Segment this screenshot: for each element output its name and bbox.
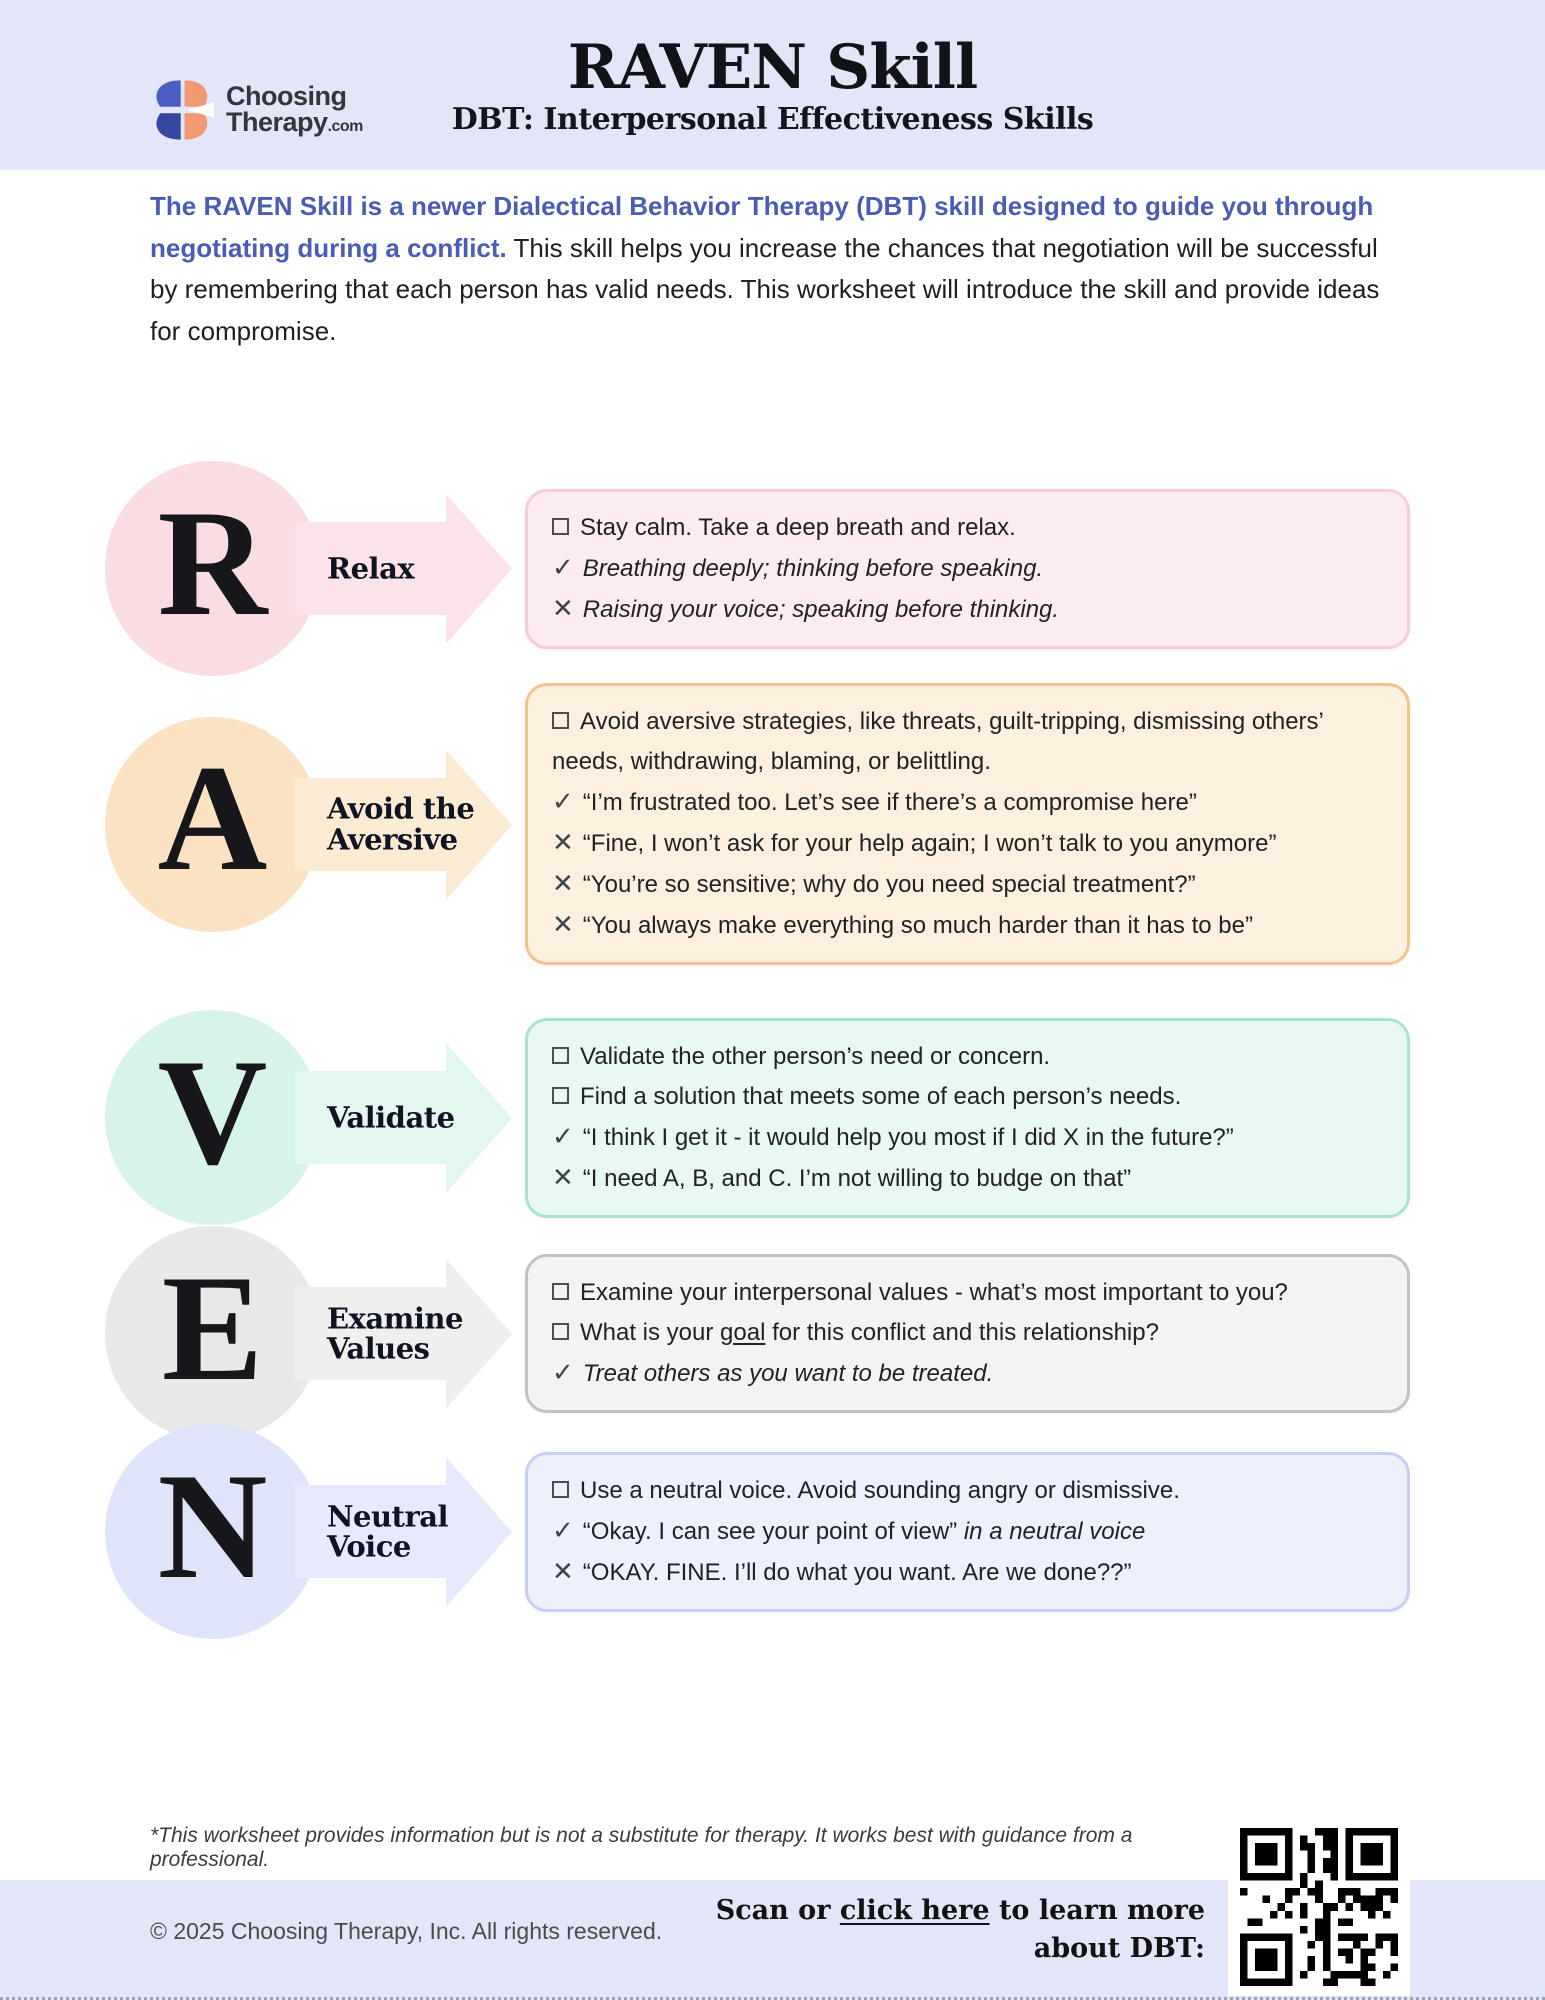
letter-label-line: Neutral <box>327 1498 449 1533</box>
item-text: “You always make everything so much harder than it has to be” <box>582 912 1253 939</box>
item-text: Use a neutral voice. Avoid sounding angry or dismissive. <box>580 1476 1180 1504</box>
letter-graphic-v <box>105 1010 525 1225</box>
checklist-item <box>552 1273 1383 1313</box>
letter-label <box>327 553 537 584</box>
scan-line2: about DBT: <box>1033 1932 1205 1964</box>
item-text: for this conflict and this relationship? <box>765 1319 1159 1346</box>
letter-graphic-e <box>105 1226 525 1441</box>
letter-label-line: Avoid the <box>327 791 475 826</box>
item-text: Breathing deeply; thinking before speaking. <box>582 554 1044 582</box>
cross-icon: ✕ <box>552 828 574 858</box>
raven-row-n <box>105 1424 1410 1639</box>
checklist-item <box>552 1313 1383 1353</box>
intro-lead: The RAVEN Skill is a newer Dialectical Behavior Therapy (DBT) skill designed to guide you through negotiating during a conflict. <box>150 191 1374 263</box>
checkbox-icon <box>552 1323 569 1340</box>
letter-label-line: Examine <box>327 1300 463 1335</box>
checkbox-icon <box>552 1047 569 1064</box>
intro-rest: This skill helps you increase the chances that negotiation will be successful by remembering that each person has valid needs. This worksheet will introduce the skill and provide ideas for compromise. <box>150 232 1380 346</box>
cross-icon: ✕ <box>552 593 574 624</box>
content-box-v <box>525 1018 1410 1218</box>
item-text: Validate the other person’s need or concern. <box>580 1042 1051 1070</box>
checkbox-icon <box>552 1087 569 1104</box>
check-icon: ✓ <box>552 787 574 817</box>
letter-label-line: Values <box>327 1331 430 1366</box>
item-text: Stay calm. Take a deep breath and relax. <box>580 513 1016 541</box>
checklist-item <box>552 864 1383 905</box>
checkbox-icon <box>552 712 569 729</box>
checklist-item <box>552 508 1383 548</box>
letter-label-line: Validate <box>327 1100 455 1135</box>
item-text: “Okay. I can see your point of view” <box>582 1517 964 1545</box>
letter-graphic-a <box>105 717 525 932</box>
page-subtitle: DBT: Interpersonal Effectiveness Skills <box>451 102 1094 138</box>
copyright: © 2025 Choosing Therapy, Inc. All rights reserved. <box>150 1918 663 1944</box>
item-text: “I think I get it - it would help you most if I did X in the future?” <box>582 1123 1234 1151</box>
letter-graphic-n <box>105 1424 525 1639</box>
content-box-e <box>525 1254 1410 1413</box>
item-text: Examine your interpersonal values - what’s most important to you? <box>580 1279 1288 1306</box>
checklist-item <box>552 1117 1383 1158</box>
checklist-item <box>552 823 1383 864</box>
cross-icon: ✕ <box>552 869 574 899</box>
content-box-r <box>525 489 1410 649</box>
checklist-item <box>552 1471 1383 1511</box>
letter: V <box>157 1027 268 1196</box>
checklist-item <box>552 782 1383 823</box>
checklist-item <box>552 589 1383 630</box>
letter-label <box>327 1498 537 1564</box>
checklist-item <box>552 548 1383 589</box>
logo-suffix: .com <box>327 118 363 135</box>
checklist-item <box>552 1353 1383 1394</box>
checkbox-icon <box>552 1481 569 1498</box>
letter-label <box>327 1102 537 1133</box>
raven-row-r <box>105 461 1410 676</box>
content-box-a <box>525 683 1410 965</box>
page-title: RAVEN Skill <box>567 32 978 103</box>
raven-row-a <box>105 683 1410 965</box>
cross-icon: ✕ <box>552 1556 574 1587</box>
letter-label-line: Voice <box>327 1529 411 1564</box>
cross-icon: ✕ <box>552 910 574 940</box>
content-box-n <box>525 1452 1410 1612</box>
letter-label <box>327 793 537 854</box>
check-icon: ✓ <box>552 552 574 583</box>
raven-row-e <box>105 1226 1410 1441</box>
letter-label <box>327 1300 537 1366</box>
item-text: “I need A, B, and C. I’m not willing to budge on that” <box>582 1164 1132 1192</box>
checklist-item <box>552 1552 1383 1593</box>
cross-icon: ✕ <box>552 1162 574 1193</box>
letter: E <box>161 1243 264 1412</box>
check-icon: ✓ <box>552 1515 574 1546</box>
disclaimer: *This worksheet provides information but is not a substitute for therapy. It works best with guidance from a professional. <box>150 1824 1133 1871</box>
intro-paragraph <box>150 186 1400 352</box>
raven-row-v <box>105 1010 1410 1225</box>
letter-circle <box>105 1226 320 1441</box>
item-text: “I’m frustrated too. Let’s see if there’s a compromise here” <box>582 789 1197 816</box>
scan-suffix: to learn more <box>989 1895 1205 1926</box>
letter: A <box>157 734 268 902</box>
title-block <box>0 32 1545 138</box>
item-text: Avoid aversive strategies, like threats, guilt-tripping, dismissing others’ needs, withdrawing, blaming, or belittling. <box>552 708 1323 775</box>
check-icon: ✓ <box>552 1358 574 1388</box>
item-text: Find a solution that meets some of each person’s needs. <box>580 1082 1182 1110</box>
letter-graphic-r <box>105 461 525 676</box>
letter-circle <box>105 1424 320 1639</box>
item-text: “Fine, I won’t ask for your help again; I won’t talk to you anymore” <box>582 830 1277 857</box>
letter-circle <box>105 717 320 932</box>
scan-text <box>716 1892 1205 1968</box>
letter: N <box>157 1441 268 1610</box>
item-text: Treat others as you want to be treated. <box>582 1360 994 1387</box>
item-text: “OKAY. FINE. I’ll do what you want. Are we done??” <box>582 1558 1132 1586</box>
checklist-item <box>552 905 1383 946</box>
item-text: in a neutral voice <box>963 1517 1146 1545</box>
letter-circle <box>105 461 320 676</box>
checklist-item <box>552 1158 1383 1199</box>
item-text: “You’re so sensitive; why do you need special treatment?” <box>582 871 1196 898</box>
scan-prefix: Scan or <box>715 1895 840 1926</box>
checklist-item <box>552 1037 1383 1077</box>
logo-line2: Therapy <box>226 107 328 137</box>
checklist-item <box>552 702 1383 782</box>
letter: R <box>157 478 268 647</box>
letter-circle <box>105 1010 320 1225</box>
checklist-item <box>552 1077 1383 1117</box>
logo-line1: Choosing <box>226 81 347 112</box>
checkbox-icon <box>552 1283 569 1300</box>
item-text: Raising your voice; speaking before thinking. <box>582 595 1060 623</box>
letter-label-line: Relax <box>327 551 415 586</box>
letter-label-line: Aversive <box>327 822 458 856</box>
qr-code <box>1228 1818 1410 1996</box>
item-text: goal <box>720 1319 766 1346</box>
click-here-link[interactable]: click here <box>839 1895 990 1926</box>
checklist-item <box>552 1511 1383 1552</box>
item-text: What is your <box>580 1319 721 1346</box>
checkbox-icon <box>552 518 569 535</box>
check-icon: ✓ <box>552 1121 574 1152</box>
header <box>0 0 1545 170</box>
